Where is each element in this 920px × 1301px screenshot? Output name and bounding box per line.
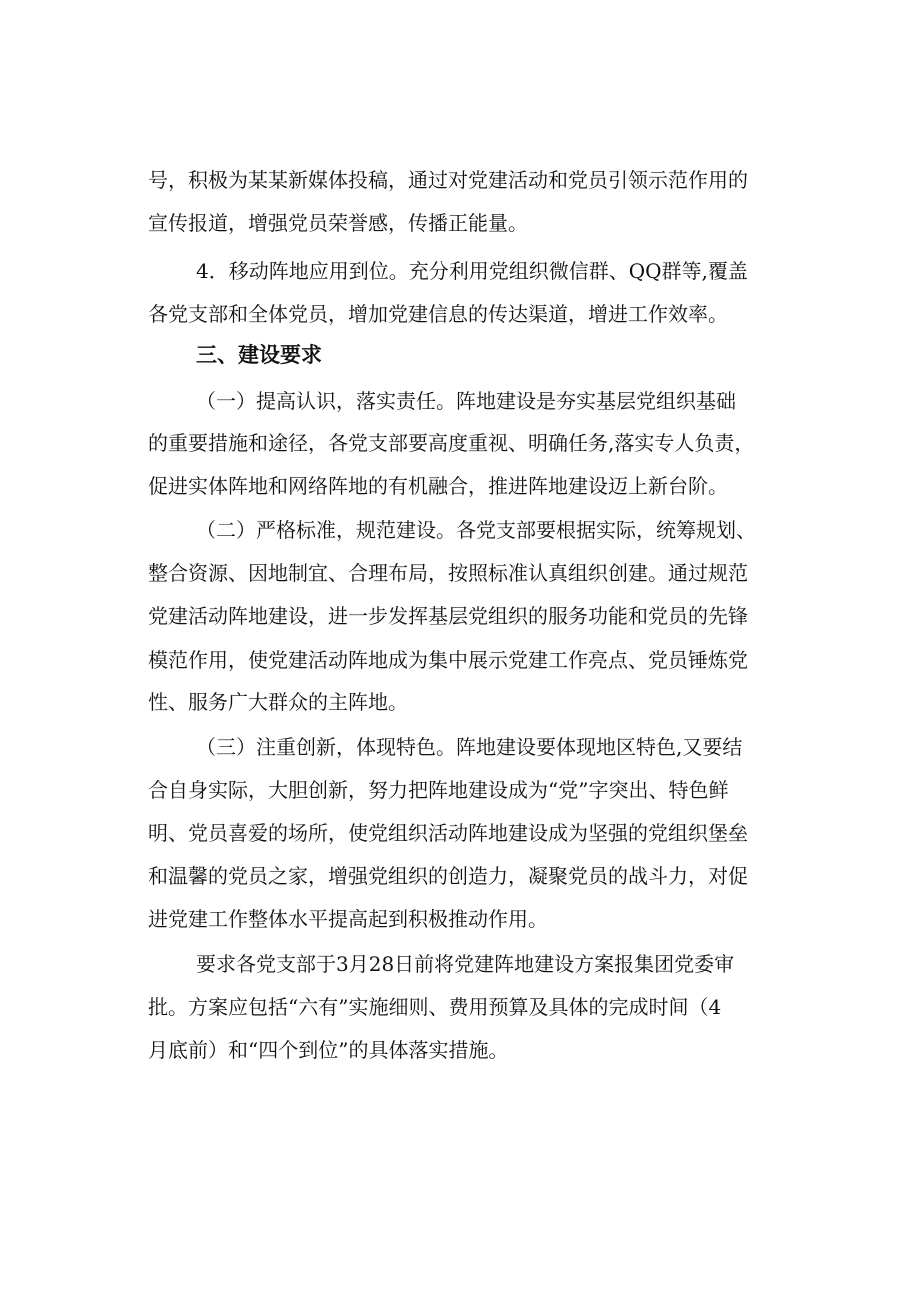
paragraph-line: 整合资源、因地制宜、合理布局，按照标准认真组织创建。通过规范 [148,561,748,585]
paragraph-line: 促进实体阵地和网络阵地的有机融合，推进阵地建设迈上新台阶。 [148,474,728,498]
paragraph-line: 月底前）和“四个到位”的具体落实措施。 [148,1038,509,1062]
paragraph-line: 党建活动阵地建设，进一步发挥基层党组织的服务功能和党员的先锋 [148,604,748,628]
paragraph-line: （一）提高认识，落实责任。阵地建设是夯实基层党组织基础 [196,389,736,413]
body-text-line: 宣传报道，增强党员荣誉感，传播正能量。 [148,211,528,235]
paragraph-line: 进党建工作整体水平提高起到积极推动作用。 [148,907,548,931]
paragraph-line: 性、服务广大群众的主阵地。 [148,690,408,714]
paragraph-line: （三）注重创新，体现特色。阵地建设要体现地区特色,又要结 [196,735,743,759]
paragraph-line: 和温馨的党员之家，增强党组织的创造力，凝聚党员的战斗力，对促 [148,864,748,888]
paragraph-line: （二）严格标准，规范建设。各党支部要根据实际，统筹规划、 [196,518,756,542]
body-text-line: 各党支部和全体党员，增加党建信息的传达渠道，增进工作效率。 [148,302,728,326]
paragraph-line: 明、党员喜爱的场所，使党组织活动阵地建设成为坚强的党组织堡垒 [148,821,748,845]
body-text-line: 4．移动阵地应用到位。充分利用党组织微信群、QQ群等,覆盖 [196,259,748,283]
paragraph-line: 合自身实际，大胆创新，努力把阵地建设成为“党”字突出、特色鲜 [148,778,729,802]
paragraph-line: 的重要措施和途径，各党支部要高度重视、明确任务,落实专人负责， [148,431,755,455]
paragraph-line: 要求各党支部于3月28日前将党建阵地建设方案报集团党委审 [196,952,735,976]
paragraph-line: 模范作用，使党建活动阵地成为集中展示党建工作亮点、党员锤炼党 [148,648,748,672]
section-heading: 三、建设要求 [196,343,322,367]
body-text-line: 号，积极为某某新媒体投稿，通过对党建活动和党员引领示范作用的 [148,168,748,192]
paragraph-line: 批。方案应包括“六有”实施细则、费用预算及具体的完成时间（4 [148,995,722,1019]
